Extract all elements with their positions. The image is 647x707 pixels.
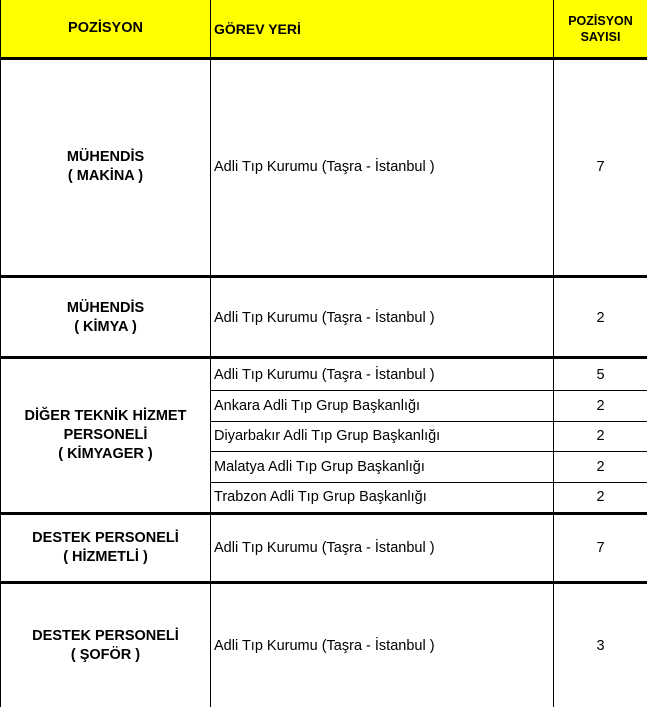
location-cell: [210, 451, 553, 482]
location-text: Diyarbakır Adli Tıp Grup Başkanlığı: [214, 428, 441, 444]
position-cell-hizmetli: [1, 515, 210, 581]
position-cell-sofor: [1, 584, 210, 707]
row-divider: [210, 451, 647, 452]
count-cell: [553, 515, 647, 581]
count-cell: [553, 451, 647, 482]
count-value: 2: [596, 458, 605, 475]
position-cell-makina: [1, 59, 210, 275]
header-count-line2: SAYISI: [580, 29, 621, 44]
count-value: 2: [596, 428, 605, 444]
header-position: [1, 0, 210, 57]
position-subtitle: ( KİMYA ): [74, 318, 137, 335]
group-divider: [1, 57, 647, 60]
location-text: Malatya Adli Tıp Grup Başkanlığı: [214, 458, 425, 475]
header-location-label: GÖREV YERİ: [214, 20, 301, 37]
position-title: DESTEK PERSONELİ: [32, 627, 179, 644]
location-cell: [210, 390, 553, 421]
position-subtitle: ( ŞOFÖR ): [70, 646, 141, 663]
header-position-label: POZİSYON: [68, 20, 143, 36]
position-subtitle: ( HİZMETLİ ): [63, 549, 148, 565]
count-value: 3: [596, 637, 605, 654]
location-text: Adli Tıp Kurumu (Taşra - İstanbul ): [214, 540, 435, 556]
grid-line: [210, 0, 211, 707]
location-cell: [210, 278, 553, 357]
row-divider: [210, 390, 647, 391]
location-text: Trabzon Adli Tıp Grup Başkanlığı: [214, 489, 427, 505]
count-cell: [553, 278, 647, 357]
group-divider: [1, 356, 647, 359]
position-title: DİĞER TEKNİK HİZMET: [24, 408, 187, 424]
location-cell: [210, 421, 553, 451]
position-title-line2: PERSONELİ: [63, 427, 148, 443]
count-value: 7: [596, 159, 605, 175]
count-value: 2: [596, 489, 605, 505]
header-count: [553, 0, 647, 57]
count-cell: [553, 390, 647, 421]
location-cell: [210, 482, 553, 512]
location-text: Adli Tıp Kurumu (Taşra - İstanbul ): [214, 637, 435, 654]
grid-line: [553, 0, 554, 707]
count-value: 2: [596, 309, 605, 326]
header-location: [210, 0, 553, 57]
position-title: DESTEK PERSONELİ: [32, 530, 179, 546]
count-value: 5: [596, 366, 605, 383]
count-cell: [553, 421, 647, 451]
header-count-line1: POZİSYON: [568, 13, 633, 28]
location-text: Adli Tıp Kurumu (Taşra - İstanbul ): [214, 159, 435, 175]
location-text: Ankara Adli Tıp Grup Başkanlığı: [214, 397, 421, 414]
location-cell: [210, 584, 553, 707]
count-value: 2: [596, 397, 605, 414]
location-cell: [210, 59, 553, 275]
position-title: MÜHENDİS: [66, 149, 145, 165]
location-cell: [210, 359, 553, 390]
count-cell: [553, 482, 647, 512]
count-value: 7: [596, 540, 605, 556]
group-divider: [1, 581, 647, 584]
count-cell: [553, 584, 647, 707]
location-cell: [210, 515, 553, 581]
position-subtitle: ( MAKİNA ): [67, 168, 144, 184]
location-text: Adli Tıp Kurumu (Taşra - İstanbul ): [214, 309, 435, 326]
position-cell-kimyager: [1, 359, 210, 512]
position-cell-kimya: [1, 278, 210, 357]
position-title: MÜHENDİS: [66, 299, 145, 316]
count-cell: [553, 59, 647, 275]
row-divider: [210, 421, 647, 422]
location-text: Adli Tıp Kurumu (Taşra - İstanbul ): [214, 366, 435, 383]
count-cell: [553, 359, 647, 390]
row-divider: [210, 482, 647, 483]
group-divider: [1, 275, 647, 278]
group-divider: [1, 512, 647, 515]
position-subtitle: ( KİMYAGER ): [58, 446, 153, 462]
